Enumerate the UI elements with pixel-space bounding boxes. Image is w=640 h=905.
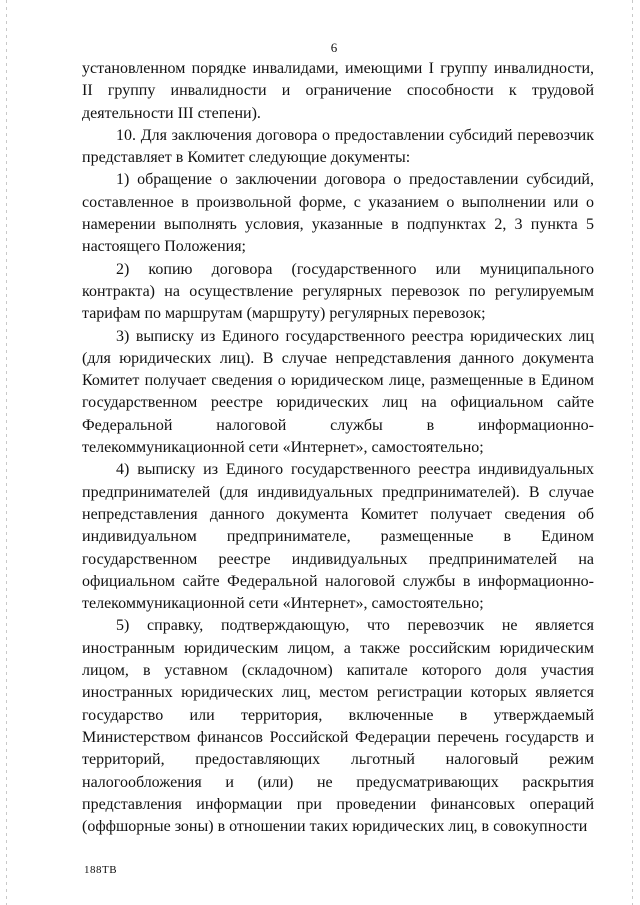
document-body bbox=[82, 58, 594, 838]
footer-document-code: 188ТВ bbox=[84, 864, 118, 876]
paragraph-item-1: 1) обращение о заключении договора о предоставлении субсидий, составленное в произвольной форме, с указанием о выполнении или о намерении выполнять условия, указанные в подпунктах 2, 3 пункта 5 настоящего Положения; bbox=[82, 171, 594, 256]
paragraph-item-2: 2) копию договора (государственного или муниципального контракта) на осуществление регулярных перевозок по регулируемым тарифам по маршрутам (маршруту) регулярных перевозок; bbox=[82, 260, 594, 323]
paragraph-item-4: 4) выписку из Единого государственного реестра индивидуальных предпринимателей (для индивидуальных предпринимателей). В случае непредставления данного документа Комитет получает сведения об индивидуальном предпринимателе, размещенные в Едином государственном реестре индивидуальных предпринимателей на официальном сайте Федеральной налоговой службы в информационно-телекоммуникационной сети «Интернет», самостоятельно; bbox=[82, 461, 594, 613]
page-number: 6 bbox=[330, 40, 338, 55]
paragraph-item-3: 3) выписку из Единого государственного реестра юридических лиц (для юридических лиц). В случае непредставления данного документа Комитет получает сведения о юридическом лице, размещенные в Едином государственном реестре юридических лиц на официальном сайте Федеральной налоговой службы в информационно-телекоммуникационной сети «Интернет», самостоятельно; bbox=[82, 327, 594, 457]
paragraph-continuation: установленном порядке инвалидами, имеющими I группу инвалидности, II группу инвалидности и ограничение способности к трудовой деятельности III степени). bbox=[82, 60, 594, 122]
right-scan-edge bbox=[632, 0, 633, 905]
paragraph-clause-10: 10. Для заключения договора о предоставлении субсидий перевозчик представляет в Комитет следующие документы: bbox=[82, 126, 594, 167]
paragraph-item-5: 5) справку, подтверждающую, что перевозчик не является иностранным юридическим лицом, а также российским юридическим лицом, в уставном (складочном) капитале которого доля участия иностранных юридических лиц, местом регистрации которых является государство или территория, включенные в утверждаемый Министерством финансов Российской Федерации перечень государств и территорий, предоставляющих льготный налоговый режим налогообложения и (или) не предусматривающих раскрытия представления информации при проведении финансовых операций (оффшорные зоны) в отношении таких юридических лиц, в совокупности bbox=[82, 617, 594, 836]
left-scan-edge bbox=[6, 0, 7, 905]
